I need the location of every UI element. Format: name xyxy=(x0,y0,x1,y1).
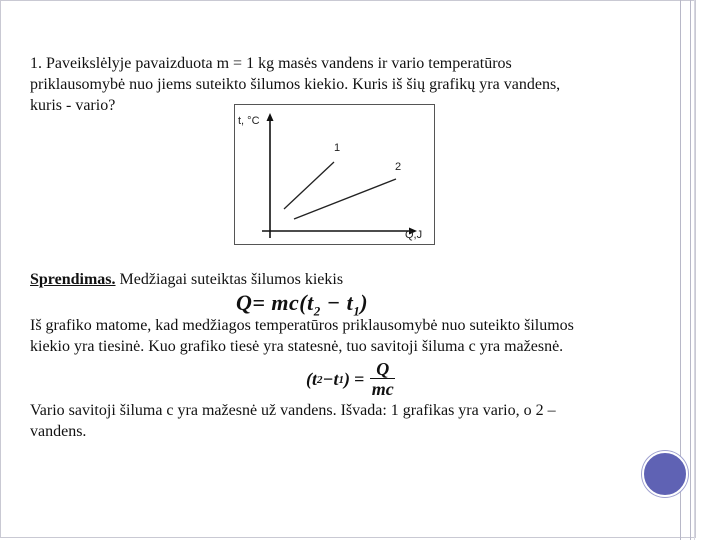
solution-intro-text: Medžiagai suteiktas šilumos kiekis xyxy=(115,271,344,288)
solution-label: Sprendimas. xyxy=(30,271,116,288)
formula-minus: − xyxy=(320,290,347,315)
graph-border xyxy=(235,105,435,245)
paragraph-line: Iš grafiko matome, kad medžiagos temperatūros priklausomybė nuo suteikto šilumos xyxy=(30,317,574,334)
formula-t2: t xyxy=(307,290,314,315)
question-line: kuris - vario? xyxy=(30,97,116,114)
formula-t1: t xyxy=(346,290,354,315)
formula2-fraction xyxy=(370,360,395,399)
line-2-label: 2 xyxy=(395,161,402,173)
line-1-label: 1 xyxy=(334,142,341,154)
solution-paragraph-2 xyxy=(30,315,660,357)
formula2-t1: t xyxy=(333,369,339,389)
formula2-close: ) xyxy=(343,369,350,389)
formula-q: Q xyxy=(236,290,253,315)
formula2-t2: t xyxy=(312,369,318,389)
formula2-sub2: 2 xyxy=(317,373,323,386)
formula2-minus: − xyxy=(322,369,334,389)
question-line: priklausomybė nuo jiems suteikto šilumos kiekio. Kuris iš šių grafikų yra vandens, xyxy=(30,76,561,93)
solution-intro xyxy=(30,269,660,290)
paragraph-line: kiekio yra tiesinė. Kuo grafiko tiesė yra statesnė, tuo savitoji šiluma c yra mažesnė. xyxy=(30,338,564,355)
formula2-equals: = xyxy=(353,369,365,389)
temperature-heat-graph xyxy=(234,104,435,245)
paragraph-line: vandens. xyxy=(30,423,87,440)
formula-sub1: 1 xyxy=(353,303,361,319)
paragraph-line: Vario savitoji šiluma c yra mažesnė už vandens. Išvada: 1 grafikas yra vario, o 2 – xyxy=(30,402,556,419)
frame-rail xyxy=(690,0,691,540)
formula-sub2: 2 xyxy=(313,303,321,319)
decorative-circle xyxy=(642,451,688,497)
formula2-open: ( xyxy=(306,369,312,389)
formula-close: ) xyxy=(360,290,369,315)
x-axis-label: Q,J xyxy=(405,229,423,241)
y-axis-label: t, °C xyxy=(238,115,260,127)
formula2-denominator: mc xyxy=(371,379,394,399)
formula2-numerator: Q xyxy=(370,360,395,379)
question-line: 1. Paveikslėlyje pavaizduota m = 1 kg masės vandens ir vario temperatūros xyxy=(30,55,512,72)
frame-rail xyxy=(694,0,695,540)
solution-paragraph-3 xyxy=(30,400,660,442)
temperature-difference-formula xyxy=(306,360,395,399)
formula-rhs-prefix: = mc( xyxy=(252,290,308,315)
formula2-sub1: 1 xyxy=(338,373,344,386)
